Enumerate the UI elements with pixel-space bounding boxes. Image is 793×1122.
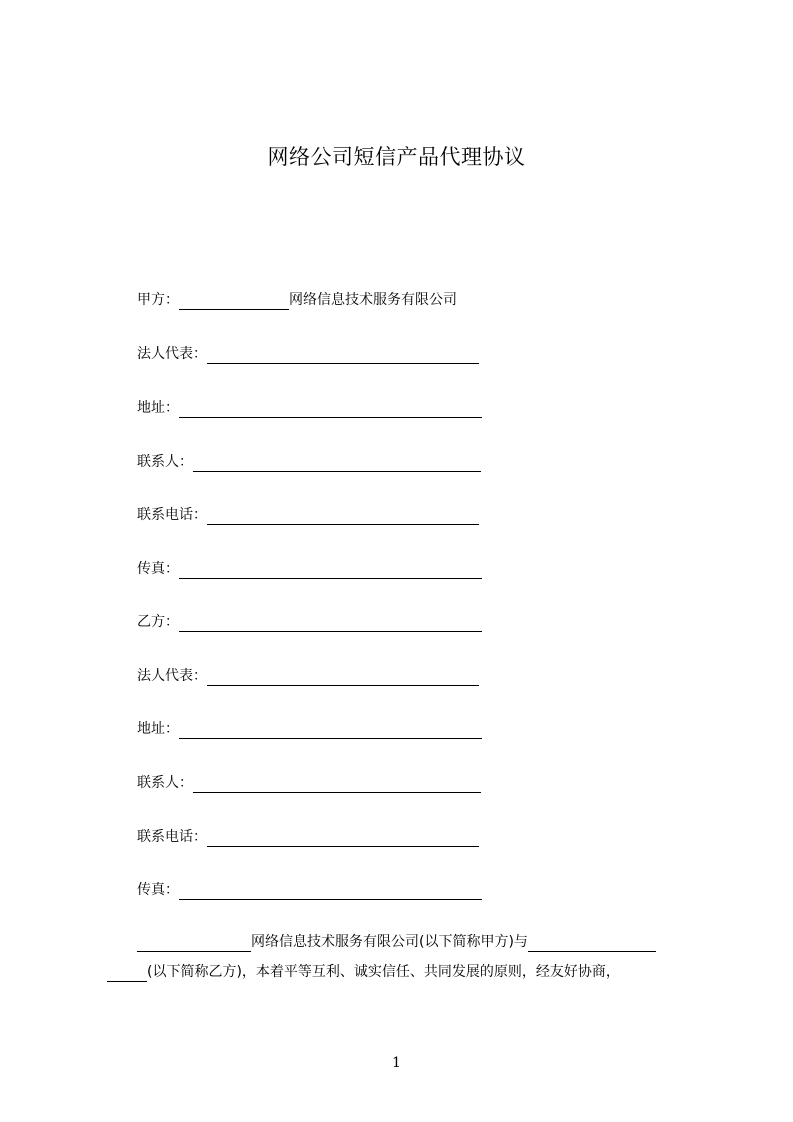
intro-line-2 bbox=[107, 962, 620, 982]
party-b-contact-field bbox=[137, 771, 481, 793]
party-b-fax-blank[interactable] bbox=[179, 881, 482, 900]
intro-line-2-text: (以下简称乙方)，本着平等互利、诚实信任、共同发展的原则，经友好协商， bbox=[147, 964, 620, 980]
party-b-phone-blank[interactable] bbox=[207, 828, 479, 847]
party-b-legal-rep-field bbox=[137, 664, 479, 686]
party-b-label: 乙方： bbox=[137, 614, 179, 630]
intro-line-1 bbox=[137, 932, 656, 952]
party-a-name-blank[interactable] bbox=[179, 291, 289, 310]
party-b-contact-blank[interactable] bbox=[193, 774, 481, 793]
party-a-fax-label: 传真： bbox=[137, 561, 179, 577]
party-b-phone-field bbox=[137, 825, 479, 847]
party-a-contact-field bbox=[137, 450, 481, 472]
party-a-legal-rep-blank[interactable] bbox=[207, 345, 479, 364]
party-b-legal-rep-label: 法人代表： bbox=[137, 668, 207, 684]
document-title: 网络公司短信产品代理协议 bbox=[267, 145, 526, 169]
party-b-address-field bbox=[137, 717, 482, 739]
party-a-legal-rep-field bbox=[137, 342, 479, 364]
party-b-field bbox=[137, 610, 482, 632]
party-a-address-field bbox=[137, 396, 482, 418]
party-a-fax-blank[interactable] bbox=[179, 560, 482, 579]
party-a-field bbox=[137, 288, 457, 310]
intro-party-a-blank[interactable] bbox=[137, 933, 251, 952]
party-b-contact-label: 联系人： bbox=[137, 775, 193, 791]
party-a-address-label: 地址： bbox=[137, 400, 179, 416]
intro-party-b-blank[interactable] bbox=[528, 933, 656, 952]
party-a-fax-field bbox=[137, 557, 482, 579]
party-b-address-label: 地址： bbox=[137, 721, 179, 737]
party-a-phone-label: 联系电话： bbox=[137, 507, 207, 523]
intro-line-1-text: 网络信息技术服务有限公司(以下简称甲方)与 bbox=[251, 934, 528, 950]
party-a-contact-blank[interactable] bbox=[193, 453, 481, 472]
party-a-address-blank[interactable] bbox=[179, 399, 482, 418]
party-b-fax-field bbox=[137, 878, 482, 900]
party-b-legal-rep-blank[interactable] bbox=[207, 667, 479, 686]
party-a-contact-label: 联系人： bbox=[137, 454, 193, 470]
party-a-legal-rep-label: 法人代表： bbox=[137, 346, 207, 362]
page-number: 1 bbox=[392, 1055, 401, 1071]
party-b-fax-label: 传真： bbox=[137, 882, 179, 898]
intro-party-b-blank-continued[interactable] bbox=[107, 963, 147, 982]
party-a-company-suffix: 网络信息技术服务有限公司 bbox=[289, 292, 457, 308]
party-b-address-blank[interactable] bbox=[179, 720, 482, 739]
party-a-phone-blank[interactable] bbox=[207, 506, 479, 525]
party-b-name-blank[interactable] bbox=[179, 613, 482, 632]
party-b-phone-label: 联系电话： bbox=[137, 829, 207, 845]
party-a-label: 甲方： bbox=[137, 292, 179, 308]
party-a-phone-field bbox=[137, 503, 479, 525]
